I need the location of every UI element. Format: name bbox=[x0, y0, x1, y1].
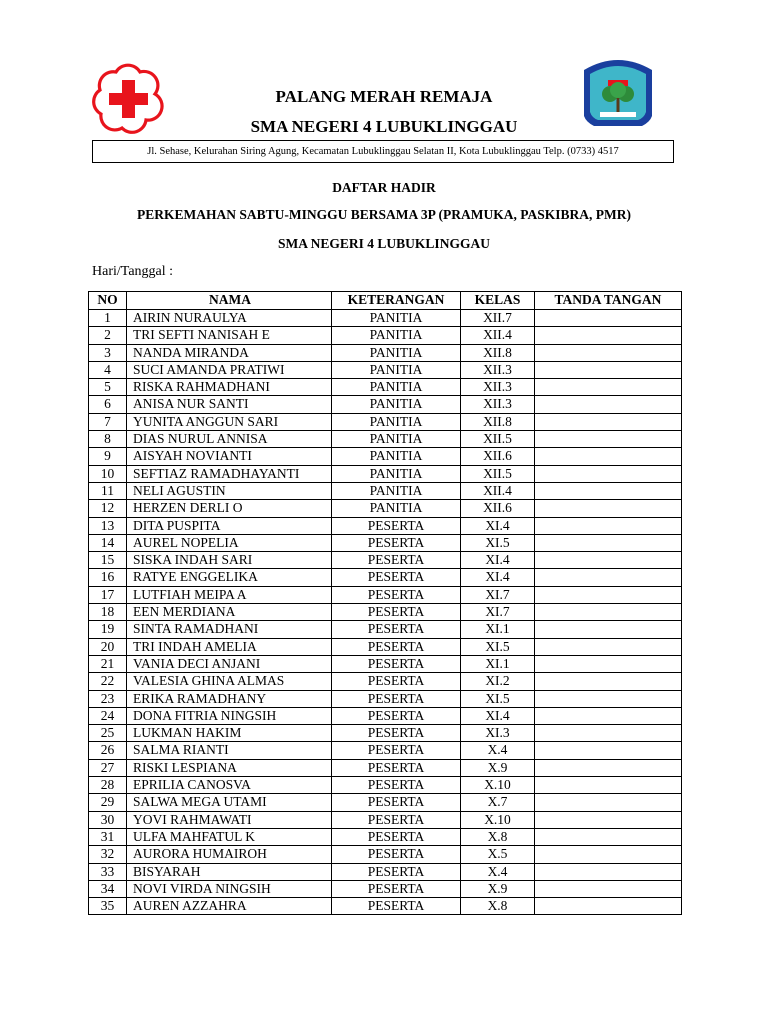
row-tanda-tangan bbox=[535, 586, 682, 603]
row-kelas: XII.8 bbox=[461, 344, 535, 361]
row-no: 17 bbox=[89, 586, 127, 603]
row-keterangan: PESERTA bbox=[332, 517, 461, 534]
table-row bbox=[89, 880, 682, 897]
row-keterangan: PANITIA bbox=[332, 344, 461, 361]
row-keterangan: PESERTA bbox=[332, 655, 461, 672]
row-no: 35 bbox=[89, 898, 127, 915]
row-keterangan: PESERTA bbox=[332, 898, 461, 915]
row-tanda-tangan bbox=[535, 482, 682, 499]
row-tanda-tangan bbox=[535, 811, 682, 828]
row-keterangan: PESERTA bbox=[332, 707, 461, 724]
row-no: 27 bbox=[89, 759, 127, 776]
row-keterangan: PESERTA bbox=[332, 863, 461, 880]
row-no: 25 bbox=[89, 725, 127, 742]
row-kelas: XI.7 bbox=[461, 604, 535, 621]
row-no: 14 bbox=[89, 534, 127, 551]
row-tanda-tangan bbox=[535, 725, 682, 742]
header-tanda-tangan: TANDA TANGAN bbox=[535, 292, 682, 310]
row-tanda-tangan bbox=[535, 379, 682, 396]
row-tanda-tangan bbox=[535, 880, 682, 897]
row-nama: EPRILIA CANOSVA bbox=[127, 777, 332, 794]
row-keterangan: PESERTA bbox=[332, 811, 461, 828]
row-kelas: X.10 bbox=[461, 777, 535, 794]
row-no: 7 bbox=[89, 413, 127, 430]
row-no: 29 bbox=[89, 794, 127, 811]
document-title: DAFTAR HADIR bbox=[332, 180, 436, 195]
row-tanda-tangan bbox=[535, 361, 682, 378]
row-nama: BISYARAH bbox=[127, 863, 332, 880]
table-row bbox=[89, 690, 682, 707]
row-nama: DITA PUSPITA bbox=[127, 517, 332, 534]
header-no: NO bbox=[89, 292, 127, 310]
row-tanda-tangan bbox=[535, 517, 682, 534]
row-tanda-tangan bbox=[535, 690, 682, 707]
row-kelas: XI.4 bbox=[461, 552, 535, 569]
row-tanda-tangan bbox=[535, 673, 682, 690]
table-row bbox=[89, 569, 682, 586]
row-kelas: X.8 bbox=[461, 828, 535, 845]
row-no: 21 bbox=[89, 655, 127, 672]
table-row bbox=[89, 534, 682, 551]
row-tanda-tangan bbox=[535, 638, 682, 655]
attendance-table bbox=[88, 291, 682, 915]
row-keterangan: PESERTA bbox=[332, 534, 461, 551]
row-tanda-tangan bbox=[535, 327, 682, 344]
row-no: 31 bbox=[89, 828, 127, 845]
row-kelas: XI.7 bbox=[461, 586, 535, 603]
row-nama: RISKA RAHMADHANI bbox=[127, 379, 332, 396]
row-keterangan: PESERTA bbox=[332, 638, 461, 655]
row-nama: SINTA RAMADHANI bbox=[127, 621, 332, 638]
row-no: 22 bbox=[89, 673, 127, 690]
row-kelas: XII.5 bbox=[461, 465, 535, 482]
row-keterangan: PESERTA bbox=[332, 552, 461, 569]
school-name: SMA NEGERI 4 LUBUKLINGGAU bbox=[250, 117, 518, 136]
row-kelas: XII.3 bbox=[461, 396, 535, 413]
table-row bbox=[89, 517, 682, 534]
table-row bbox=[89, 448, 682, 465]
row-no: 5 bbox=[89, 379, 127, 396]
row-nama: AUREL NOPELIA bbox=[127, 534, 332, 551]
row-nama: NANDA MIRANDA bbox=[127, 344, 332, 361]
row-keterangan: PESERTA bbox=[332, 846, 461, 863]
row-kelas: XII.3 bbox=[461, 379, 535, 396]
row-nama: ULFA MAHFATUL K bbox=[127, 828, 332, 845]
row-keterangan: PANITIA bbox=[332, 482, 461, 499]
row-nama: RISKI LESPIANA bbox=[127, 759, 332, 776]
row-no: 32 bbox=[89, 846, 127, 863]
table-row bbox=[89, 759, 682, 776]
table-row bbox=[89, 379, 682, 396]
row-nama: TRI SEFTI NANISAH E bbox=[127, 327, 332, 344]
row-keterangan: PANITIA bbox=[332, 465, 461, 482]
row-tanda-tangan bbox=[535, 465, 682, 482]
table-row bbox=[89, 863, 682, 880]
row-tanda-tangan bbox=[535, 552, 682, 569]
row-no: 34 bbox=[89, 880, 127, 897]
row-no: 18 bbox=[89, 604, 127, 621]
header-kelas: KELAS bbox=[461, 292, 535, 310]
row-nama: DONA FITRIA NINGSIH bbox=[127, 707, 332, 724]
row-keterangan: PANITIA bbox=[332, 431, 461, 448]
row-nama: SUCI AMANDA PRATIWI bbox=[127, 361, 332, 378]
row-keterangan: PANITIA bbox=[332, 448, 461, 465]
row-tanda-tangan bbox=[535, 431, 682, 448]
row-tanda-tangan bbox=[535, 500, 682, 517]
document-school: SMA NEGERI 4 LUBUKLINGGAU bbox=[278, 236, 490, 251]
row-no: 30 bbox=[89, 811, 127, 828]
document-subtitle: PERKEMAHAN SABTU-MINGGU BERSAMA 3P (PRAMUKA, PASKIBRA, PMR) bbox=[137, 207, 631, 222]
row-nama: SISKA INDAH SARI bbox=[127, 552, 332, 569]
row-kelas: XI.4 bbox=[461, 569, 535, 586]
row-keterangan: PESERTA bbox=[332, 690, 461, 707]
row-kelas: XI.3 bbox=[461, 725, 535, 742]
row-no: 26 bbox=[89, 742, 127, 759]
row-no: 20 bbox=[89, 638, 127, 655]
row-nama: NOVI VIRDA NINGSIH bbox=[127, 880, 332, 897]
row-keterangan: PESERTA bbox=[332, 673, 461, 690]
row-nama: DIAS NURUL ANNISA bbox=[127, 431, 332, 448]
table-header-row bbox=[89, 292, 682, 310]
row-keterangan: PANITIA bbox=[332, 327, 461, 344]
row-tanda-tangan bbox=[535, 655, 682, 672]
row-no: 10 bbox=[89, 465, 127, 482]
row-nama: AISYAH NOVIANTI bbox=[127, 448, 332, 465]
table-row bbox=[89, 327, 682, 344]
row-nama: AUREN AZZAHRA bbox=[127, 898, 332, 915]
row-kelas: X.9 bbox=[461, 880, 535, 897]
row-kelas: XII.6 bbox=[461, 448, 535, 465]
row-kelas: X.4 bbox=[461, 863, 535, 880]
row-kelas: XI.5 bbox=[461, 534, 535, 551]
row-no: 19 bbox=[89, 621, 127, 638]
row-no: 9 bbox=[89, 448, 127, 465]
row-no: 13 bbox=[89, 517, 127, 534]
row-tanda-tangan bbox=[535, 759, 682, 776]
row-tanda-tangan bbox=[535, 413, 682, 430]
row-kelas: XII.6 bbox=[461, 500, 535, 517]
row-keterangan: PANITIA bbox=[332, 396, 461, 413]
row-tanda-tangan bbox=[535, 604, 682, 621]
row-keterangan: PESERTA bbox=[332, 621, 461, 638]
table-row bbox=[89, 465, 682, 482]
row-tanda-tangan bbox=[535, 396, 682, 413]
row-no: 11 bbox=[89, 482, 127, 499]
row-keterangan: PANITIA bbox=[332, 413, 461, 430]
table-row bbox=[89, 707, 682, 724]
row-keterangan: PESERTA bbox=[332, 586, 461, 603]
row-keterangan: PESERTA bbox=[332, 725, 461, 742]
row-kelas: XI.4 bbox=[461, 517, 535, 534]
row-keterangan: PESERTA bbox=[332, 759, 461, 776]
row-kelas: XII.3 bbox=[461, 361, 535, 378]
row-kelas: X.7 bbox=[461, 794, 535, 811]
table-row bbox=[89, 828, 682, 845]
row-kelas: XI.2 bbox=[461, 673, 535, 690]
row-no: 8 bbox=[89, 431, 127, 448]
row-tanda-tangan bbox=[535, 863, 682, 880]
table-row bbox=[89, 811, 682, 828]
row-kelas: XII.5 bbox=[461, 431, 535, 448]
table-row bbox=[89, 621, 682, 638]
row-nama: SALWA MEGA UTAMI bbox=[127, 794, 332, 811]
row-tanda-tangan bbox=[535, 846, 682, 863]
table-row bbox=[89, 794, 682, 811]
row-kelas: X.4 bbox=[461, 742, 535, 759]
row-nama: AURORA HUMAIROH bbox=[127, 846, 332, 863]
school-address: Jl. Sehase, Kelurahan Siring Agung, Kecamatan Lubuklinggau Selatan II, Kota Lubuklinggau Telp. (0733) 4517 bbox=[92, 140, 674, 163]
row-tanda-tangan bbox=[535, 794, 682, 811]
row-kelas: XI.1 bbox=[461, 621, 535, 638]
row-nama: SALMA RIANTI bbox=[127, 742, 332, 759]
table-row bbox=[89, 431, 682, 448]
row-nama: VANIA DECI ANJANI bbox=[127, 655, 332, 672]
row-nama: ANISA NUR SANTI bbox=[127, 396, 332, 413]
table-row bbox=[89, 725, 682, 742]
row-kelas: XI.1 bbox=[461, 655, 535, 672]
row-keterangan: PANITIA bbox=[332, 379, 461, 396]
table-row bbox=[89, 604, 682, 621]
row-kelas: XI.4 bbox=[461, 707, 535, 724]
row-keterangan: PESERTA bbox=[332, 604, 461, 621]
table-row bbox=[89, 552, 682, 569]
row-no: 15 bbox=[89, 552, 127, 569]
row-nama: YUNITA ANGGUN SARI bbox=[127, 413, 332, 430]
row-no: 6 bbox=[89, 396, 127, 413]
row-nama: LUTFIAH MEIPA A bbox=[127, 586, 332, 603]
row-kelas: XII.8 bbox=[461, 413, 535, 430]
row-nama: NELI AGUSTIN bbox=[127, 482, 332, 499]
row-nama: RATYE ENGGELIKA bbox=[127, 569, 332, 586]
row-tanda-tangan bbox=[535, 344, 682, 361]
row-tanda-tangan bbox=[535, 777, 682, 794]
row-no: 24 bbox=[89, 707, 127, 724]
row-nama: HERZEN DERLI O bbox=[127, 500, 332, 517]
row-no: 2 bbox=[89, 327, 127, 344]
row-kelas: X.5 bbox=[461, 846, 535, 863]
row-kelas: XII.4 bbox=[461, 482, 535, 499]
row-keterangan: PESERTA bbox=[332, 569, 461, 586]
row-no: 12 bbox=[89, 500, 127, 517]
row-tanda-tangan bbox=[535, 448, 682, 465]
table-row bbox=[89, 413, 682, 430]
row-nama: YOVI RAHMAWATI bbox=[127, 811, 332, 828]
row-tanda-tangan bbox=[535, 310, 682, 327]
table-row bbox=[89, 344, 682, 361]
date-label: Hari/Tanggal : bbox=[92, 264, 174, 279]
row-keterangan: PESERTA bbox=[332, 880, 461, 897]
row-tanda-tangan bbox=[535, 742, 682, 759]
row-keterangan: PESERTA bbox=[332, 794, 461, 811]
row-kelas: X.10 bbox=[461, 811, 535, 828]
row-no: 28 bbox=[89, 777, 127, 794]
row-keterangan: PANITIA bbox=[332, 310, 461, 327]
table-row bbox=[89, 396, 682, 413]
header-keterangan: KETERANGAN bbox=[332, 292, 461, 310]
row-no: 23 bbox=[89, 690, 127, 707]
row-tanda-tangan bbox=[535, 828, 682, 845]
table-row bbox=[89, 655, 682, 672]
table-row bbox=[89, 846, 682, 863]
table-row bbox=[89, 777, 682, 794]
row-nama: SEFTIAZ RAMADHAYANTI bbox=[127, 465, 332, 482]
table-row bbox=[89, 742, 682, 759]
row-no: 16 bbox=[89, 569, 127, 586]
table-row bbox=[89, 500, 682, 517]
row-kelas: XII.7 bbox=[461, 310, 535, 327]
table-row bbox=[89, 482, 682, 499]
row-kelas: XI.5 bbox=[461, 638, 535, 655]
row-kelas: XI.5 bbox=[461, 690, 535, 707]
row-tanda-tangan bbox=[535, 569, 682, 586]
row-keterangan: PANITIA bbox=[332, 361, 461, 378]
row-nama: ERIKA RAMADHANY bbox=[127, 690, 332, 707]
row-nama: VALESIA GHINA ALMAS bbox=[127, 673, 332, 690]
row-kelas: X.9 bbox=[461, 759, 535, 776]
org-name: PALANG MERAH REMAJA bbox=[275, 87, 493, 106]
table-row bbox=[89, 673, 682, 690]
row-nama: EEN MERDIANA bbox=[127, 604, 332, 621]
row-no: 3 bbox=[89, 344, 127, 361]
row-keterangan: PESERTA bbox=[332, 742, 461, 759]
table-row bbox=[89, 310, 682, 327]
table-row bbox=[89, 361, 682, 378]
row-tanda-tangan bbox=[535, 707, 682, 724]
row-no: 1 bbox=[89, 310, 127, 327]
row-tanda-tangan bbox=[535, 898, 682, 915]
header-nama: NAMA bbox=[127, 292, 332, 310]
row-keterangan: PANITIA bbox=[332, 500, 461, 517]
row-kelas: X.8 bbox=[461, 898, 535, 915]
row-nama: TRI INDAH AMELIA bbox=[127, 638, 332, 655]
table-row bbox=[89, 586, 682, 603]
table-row bbox=[89, 898, 682, 915]
table-row bbox=[89, 638, 682, 655]
row-nama: LUKMAN HAKIM bbox=[127, 725, 332, 742]
row-keterangan: PESERTA bbox=[332, 828, 461, 845]
row-kelas: XII.4 bbox=[461, 327, 535, 344]
row-nama: AIRIN NURAULYA bbox=[127, 310, 332, 327]
row-tanda-tangan bbox=[535, 534, 682, 551]
row-no: 33 bbox=[89, 863, 127, 880]
row-no: 4 bbox=[89, 361, 127, 378]
row-keterangan: PESERTA bbox=[332, 777, 461, 794]
row-tanda-tangan bbox=[535, 621, 682, 638]
